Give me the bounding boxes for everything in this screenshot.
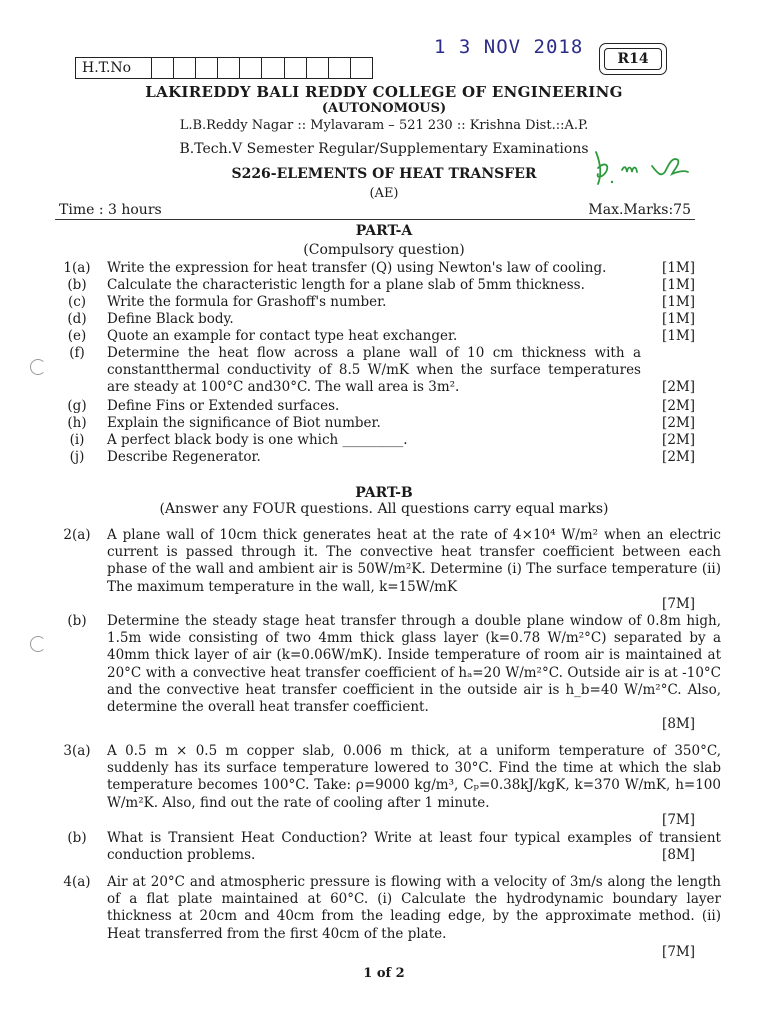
college-address: L.B.Reddy Nagar :: Mylavaram – 521 230 :: Krishna Dist.::A.P. [179, 118, 589, 133]
hall-ticket-cell [240, 58, 262, 78]
hall-ticket-cell [262, 58, 284, 78]
question-marks: [7M] [662, 944, 695, 960]
question-text: Determine the heat flow across a plane wall of 10 cm thickness with a constantthermal conductivity of 8.5 W/mK when the surface temperatures are steady at 100°C and30°C. The wall area is 3m². [107, 345, 641, 396]
question-marks: [1M] [662, 328, 695, 344]
question-number: 1(a) [63, 260, 91, 276]
question-marks: [2M] [662, 449, 695, 465]
question-text: Calculate the characteristic length for a plane slab of 5mm thickness. [107, 277, 585, 293]
hall-ticket-cell [329, 58, 351, 78]
page-number: 1 of 2 [363, 966, 405, 981]
question-text: A perfect black body is one which _________. [107, 432, 408, 448]
question-number: (d) [67, 311, 87, 327]
question-text: Define Fins or Extended surfaces. [107, 398, 340, 414]
question-text: A 0.5 m × 0.5 m copper slab, 0.006 m thick, at a uniform temperature of 350°C, suddenly has its surface temperature lowered to 30°C. Find the time at which the slab temperature becomes 100°C. Take: ρ=9000 kg/m³, Cₚ=0.38kJ/kgK, k=370 W/mK, h=100 W/m²K. Also, find out the rate of cooling after 1 minute. [107, 743, 721, 811]
question-3b [55, 830, 721, 866]
part-b-title: PART-B [355, 485, 413, 501]
question-marks: [8M] [662, 716, 695, 732]
question-marks: [1M] [662, 311, 695, 327]
question-number: (h) [67, 415, 87, 431]
regulation-badge [599, 43, 667, 75]
branch-label: (AE) [369, 186, 399, 201]
autonomous-label: (AUTONOMOUS) [321, 101, 447, 116]
question-number: 3(a) [63, 743, 91, 759]
question-number: (j) [69, 449, 85, 465]
hall-ticket-cell [196, 58, 218, 78]
question-number: (e) [67, 328, 87, 344]
question-3a [55, 743, 721, 829]
hall-ticket-box [75, 57, 373, 79]
hall-ticket-cell [152, 58, 174, 78]
hall-ticket-cell [174, 58, 196, 78]
question-text: A plane wall of 10cm thick generates heat at the rate of 4×10⁴ W/m² when an electric current is passed through it. The convective heat transfer coefficient between each phase of the wall and ambient air is 50W/m²K. Determine (i) The surface temperature (ii) The maximum temperature in the wall, k=15W/mK [107, 527, 721, 595]
question-number: (b) [67, 613, 87, 629]
exam-title: B.Tech.V Semester Regular/Supplementary Examinations [179, 141, 589, 157]
question-1f [55, 345, 695, 401]
question-text: Determine the steady stage heat transfer through a double plane window of 0.8m high, 1.5m wide consisting of two 4mm thick glass layer (k=0.78 W/m²°C) separated by a 40mm thick layer of air (k=0.06W/mK). Inside temperature of room air is maintained at 20°C with a convective heat transfer coefficient of hₐ=20 W/m²°C. Outside air is at -10°C and the convective heat transfer coefficient in the outside air is h_b=40 W/m²°C. Also, determine the overall heat transfer coefficient. [107, 613, 721, 716]
question-marks: [2M] [662, 398, 695, 414]
question-text: Describe Regenerator. [107, 449, 261, 465]
college-name: LAKIREDDY BALI REDDY COLLEGE OF ENGINEERING [145, 83, 623, 101]
part-b-subtitle: (Answer any FOUR questions. All questions carry equal marks) [159, 501, 609, 517]
header-divider [55, 219, 695, 220]
question-marks: [2M] [662, 379, 695, 395]
question-text: Write the expression for heat transfer (Q) using Newton's law of cooling. [107, 260, 607, 276]
part-a-title: PART-A [355, 223, 413, 239]
punch-hole-mark [30, 636, 46, 652]
max-marks: Max.Marks:75 [588, 202, 691, 218]
handwritten-signature [592, 148, 692, 190]
part-a-subtitle: (Compulsory question) [303, 242, 465, 258]
hall-ticket-cell [307, 58, 329, 78]
question-text: Define Black body. [107, 311, 234, 327]
question-text: Air at 20°C and atmospheric pressure is flowing with a velocity of 3m/s along the length of a flat plate maintained at 60°C. (i) Calculate the hydrodynamic boundary layer thickness at 20cm and 40cm from the leading edge, by the approximate method. (ii) Heat transferred from the first 40cm of the plate. [107, 874, 721, 942]
question-text: What is Transient Heat Conduction? Write at least four typical examples of transient conduction problems. [107, 830, 721, 864]
question-number: 4(a) [63, 874, 91, 890]
hall-ticket-label: H.T.No [76, 58, 152, 78]
question-marks: [2M] [662, 432, 695, 448]
question-number: (i) [69, 432, 85, 448]
question-2b [55, 613, 721, 735]
question-marks: [1M] [662, 294, 695, 310]
question-marks: [1M] [662, 277, 695, 293]
regulation-code: R14 [604, 48, 662, 70]
punch-hole-mark [30, 359, 46, 375]
exam-duration: Time : 3 hours [59, 202, 162, 218]
subject-title: S226-ELEMENTS OF HEAT TRANSFER [231, 166, 537, 182]
question-marks: [1M] [662, 260, 695, 276]
question-2a [55, 527, 721, 613]
hall-ticket-cell [218, 58, 240, 78]
question-marks: [7M] [662, 812, 695, 828]
question-text: Explain the significance of Biot number. [107, 415, 381, 431]
question-number: (c) [67, 294, 87, 310]
question-marks: [8M] [662, 847, 695, 863]
question-number: (b) [67, 830, 87, 846]
question-number: (b) [67, 277, 87, 293]
question-marks: [2M] [662, 415, 695, 431]
date-stamp: 1 3 NOV 2018 [434, 36, 584, 58]
question-marks: [7M] [662, 596, 695, 612]
question-number: 2(a) [63, 527, 91, 543]
hall-ticket-cell [351, 58, 372, 78]
question-4a [55, 874, 721, 962]
hall-ticket-cell [285, 58, 307, 78]
question-number: (g) [67, 398, 87, 414]
question-number: (f) [69, 345, 85, 361]
question-text: Quote an example for contact type heat exchanger. [107, 328, 458, 344]
question-text: Write the formula for Grashoff's number. [107, 294, 387, 310]
